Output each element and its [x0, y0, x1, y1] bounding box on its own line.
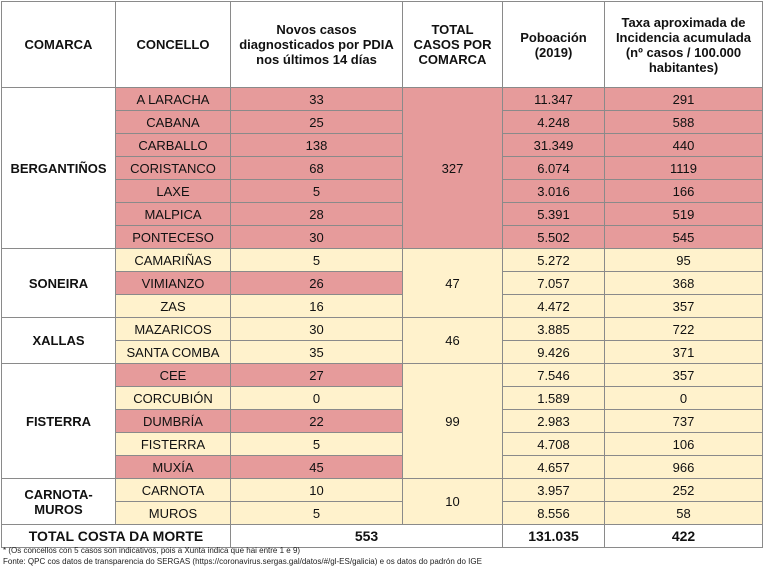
novos-casos-cell: 35 [231, 341, 403, 364]
totals-poboacion: 131.035 [503, 525, 605, 548]
totals-taxa: 422 [605, 525, 763, 548]
concello-cell: CEE [116, 364, 231, 387]
table-row [2, 203, 763, 226]
poboacion-cell: 4.708 [503, 433, 605, 456]
concello-cell: SANTA COMBA [116, 341, 231, 364]
poboacion-cell: 9.426 [503, 341, 605, 364]
taxa-cell: 95 [605, 249, 763, 272]
poboacion-cell: 4.472 [503, 295, 605, 318]
novos-casos-cell: 30 [231, 226, 403, 249]
taxa-cell: 588 [605, 111, 763, 134]
novos-casos-cell: 5 [231, 502, 403, 525]
header-total-casos: TOTAL CASOS POR COMARCA [403, 2, 503, 88]
concello-cell: CORCUBIÓN [116, 387, 231, 410]
comarca-cell: XALLAS [2, 318, 116, 364]
taxa-cell: 252 [605, 479, 763, 502]
poboacion-cell: 4.248 [503, 111, 605, 134]
taxa-cell: 166 [605, 180, 763, 203]
comarca-cell: BERGANTIÑOS [2, 88, 116, 249]
novos-casos-cell: 16 [231, 295, 403, 318]
poboacion-cell: 3.885 [503, 318, 605, 341]
taxa-cell: 368 [605, 272, 763, 295]
poboacion-cell: 1.589 [503, 387, 605, 410]
table-row [2, 318, 763, 341]
taxa-cell: 371 [605, 341, 763, 364]
poboacion-cell: 7.546 [503, 364, 605, 387]
poboacion-cell: 4.657 [503, 456, 605, 479]
novos-casos-cell: 68 [231, 157, 403, 180]
table-row [2, 341, 763, 364]
novos-casos-cell: 0 [231, 387, 403, 410]
header-concello: CONCELLO [116, 2, 231, 88]
novos-casos-cell: 30 [231, 318, 403, 341]
concello-cell: CARNOTA [116, 479, 231, 502]
header-comarca: COMARCA [2, 2, 116, 88]
table-row [2, 226, 763, 249]
table-row [2, 88, 763, 111]
taxa-cell: 58 [605, 502, 763, 525]
table-body [2, 88, 763, 525]
comarca-cell: CARNOTA-MUROS [2, 479, 116, 525]
incidence-table [1, 1, 763, 548]
poboacion-cell: 5.502 [503, 226, 605, 249]
novos-casos-cell: 5 [231, 433, 403, 456]
concello-cell: DUMBRÍA [116, 410, 231, 433]
total-comarca-cell: 46 [403, 318, 503, 364]
taxa-cell: 357 [605, 364, 763, 387]
table-row [2, 410, 763, 433]
concello-cell: ZAS [116, 295, 231, 318]
total-comarca-cell: 10 [403, 479, 503, 525]
poboacion-cell: 7.057 [503, 272, 605, 295]
concello-cell: VIMIANZO [116, 272, 231, 295]
table-row [2, 180, 763, 203]
totals-label: TOTAL COSTA DA MORTE [2, 525, 231, 548]
novos-casos-cell: 28 [231, 203, 403, 226]
novos-casos-cell: 45 [231, 456, 403, 479]
concello-cell: CABANA [116, 111, 231, 134]
totals-novos: 553 [231, 525, 503, 548]
poboacion-cell: 31.349 [503, 134, 605, 157]
table-row [2, 272, 763, 295]
novos-casos-cell: 25 [231, 111, 403, 134]
concello-cell: CAMARIÑAS [116, 249, 231, 272]
novos-casos-cell: 5 [231, 180, 403, 203]
table-row [2, 157, 763, 180]
poboacion-cell: 8.556 [503, 502, 605, 525]
table-row [2, 387, 763, 410]
concello-cell: MUROS [116, 502, 231, 525]
concello-cell: FISTERRA [116, 433, 231, 456]
concello-cell: LAXE [116, 180, 231, 203]
novos-casos-cell: 138 [231, 134, 403, 157]
taxa-cell: 440 [605, 134, 763, 157]
concello-cell: MALPICA [116, 203, 231, 226]
comarca-cell: SONEIRA [2, 249, 116, 318]
total-comarca-cell: 47 [403, 249, 503, 318]
novos-casos-cell: 5 [231, 249, 403, 272]
concello-cell: PONTECESO [116, 226, 231, 249]
taxa-cell: 357 [605, 295, 763, 318]
poboacion-cell: 3.016 [503, 180, 605, 203]
taxa-cell: 291 [605, 88, 763, 111]
concello-cell: A LARACHA [116, 88, 231, 111]
novos-casos-cell: 10 [231, 479, 403, 502]
table-row [2, 134, 763, 157]
novos-casos-cell: 22 [231, 410, 403, 433]
table-row [2, 295, 763, 318]
taxa-cell: 722 [605, 318, 763, 341]
table-row [2, 364, 763, 387]
taxa-cell: 1119 [605, 157, 763, 180]
taxa-cell: 966 [605, 456, 763, 479]
table-row [2, 433, 763, 456]
table-row [2, 249, 763, 272]
poboacion-cell: 11.347 [503, 88, 605, 111]
concello-cell: MUXÍA [116, 456, 231, 479]
poboacion-cell: 6.074 [503, 157, 605, 180]
poboacion-cell: 5.272 [503, 249, 605, 272]
poboacion-cell: 2.983 [503, 410, 605, 433]
taxa-cell: 545 [605, 226, 763, 249]
table-row [2, 479, 763, 502]
novos-casos-cell: 26 [231, 272, 403, 295]
header-taxa: Taxa aproximada de Incidencia acumulada (nº casos / 100.000 habitantes) [605, 2, 763, 88]
table-row [2, 502, 763, 525]
footnote-disclaimer: * (Os concellos con 5 casos son indicativos, pois a Xunta indica que hai entre 1 e 9) [3, 546, 301, 555]
concello-cell: CORISTANCO [116, 157, 231, 180]
concello-cell: CARBALLO [116, 134, 231, 157]
taxa-cell: 737 [605, 410, 763, 433]
taxa-cell: 519 [605, 203, 763, 226]
footnotes [3, 545, 482, 567]
comarca-cell: FISTERRA [2, 364, 116, 479]
footnote-source: Fonte: QPC cos datos de transparencia do SERGAS (https://coronavirus.sergas.gal/datos/#/gl-ES/galicia) e os datos do padrón do IGE [3, 557, 482, 566]
concello-cell: MAZARICOS [116, 318, 231, 341]
table-row [2, 111, 763, 134]
total-comarca-cell: 327 [403, 88, 503, 249]
taxa-cell: 106 [605, 433, 763, 456]
novos-casos-cell: 33 [231, 88, 403, 111]
total-comarca-cell: 99 [403, 364, 503, 479]
novos-casos-cell: 27 [231, 364, 403, 387]
header-poboacion: Poboación (2019) [503, 2, 605, 88]
poboacion-cell: 3.957 [503, 479, 605, 502]
header-novos-casos: Novos casos diagnosticados por PDIA nos últimos 14 días [231, 2, 403, 88]
taxa-cell: 0 [605, 387, 763, 410]
table-row [2, 456, 763, 479]
poboacion-cell: 5.391 [503, 203, 605, 226]
